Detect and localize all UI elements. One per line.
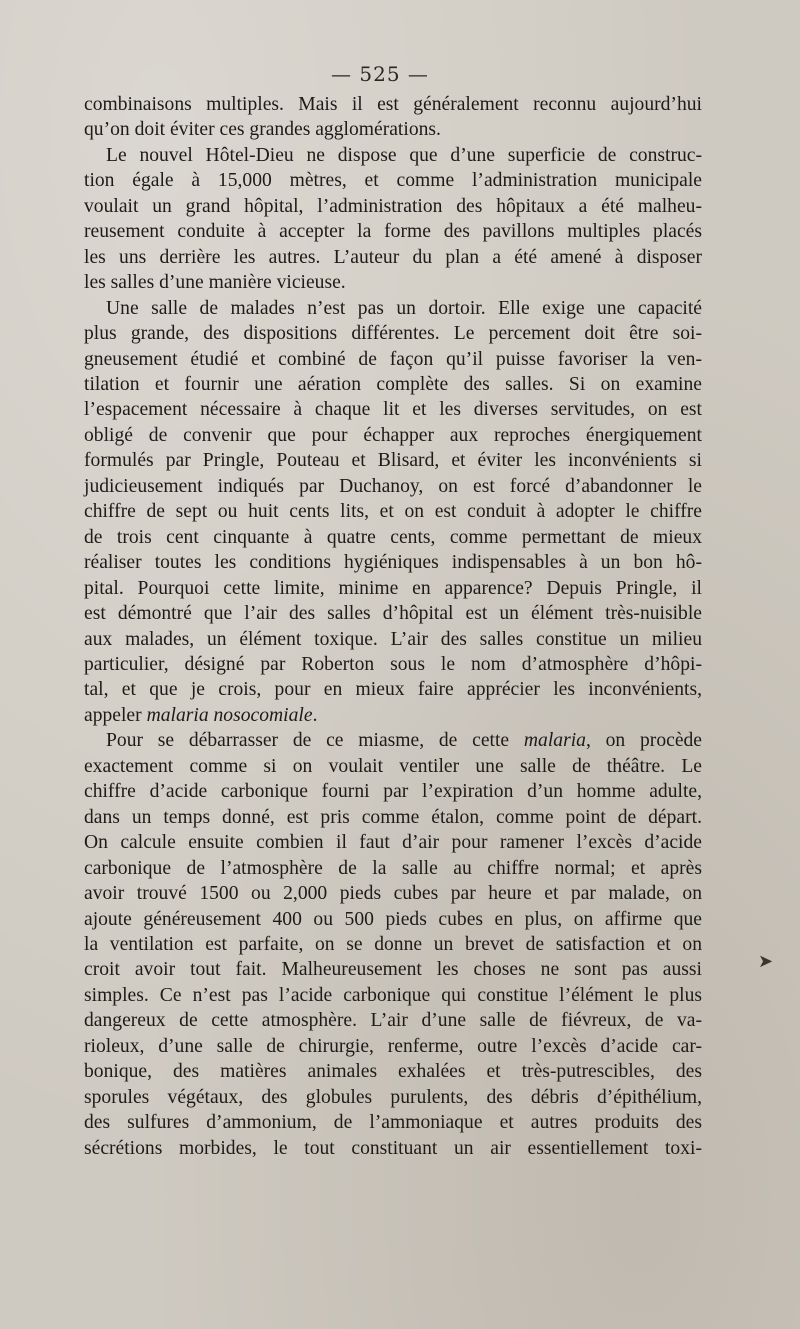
text-segment: Pour se débarrasser de ce miasme, de cette (106, 730, 524, 752)
text-line: chiffre d’acide carbonique fourni par l’expiration d’un homme adulte, (84, 781, 702, 803)
body-text (84, 92, 702, 1161)
text-line: obligé de convenir que pour échapper aux reproches énergiquement (84, 424, 702, 446)
margin-mark-icon: ➤ (758, 951, 774, 972)
text-line: dangereux de cette atmosphère. L’air d’une salle de fiévreux, de va- (84, 1010, 702, 1032)
text-line: rioleux, d’une salle de chirurgie, renferme, outre l’excès d’acide car- (84, 1035, 702, 1057)
text-line (84, 728, 702, 753)
text-line: avoir trouvé 1500 ou 2,000 pieds cubes par heure et par malade, on (84, 883, 702, 905)
text-line: l’espacement nécessaire à chaque lit et les diverses servitudes, on est (84, 399, 702, 421)
text-line: plus grande, des dispositions différentes. Le percement doit être soi- (84, 323, 702, 345)
italic-term: malaria nosocomiale (146, 704, 313, 726)
text-line: simples. Ce n’est pas l’acide carbonique qui constitue l’élément le plus (84, 984, 702, 1006)
text-line: de trois cent cinquante à quatre cents, comme permettant de mieux (84, 526, 702, 548)
paragraph-3 (84, 296, 702, 729)
text-line: les salles d’une manière vicieuse. (84, 272, 346, 294)
text-line: Le nouvel Hôtel-Dieu ne dispose que d’une superficie de construc- (106, 144, 702, 166)
italic-term: malaria (523, 730, 586, 752)
text-line: formulés par Pringle, Pouteau et Blisard, et éviter les inconvénients si (84, 450, 702, 472)
text-line: bonique, des matières animales exhalées et très-putrescibles, des (84, 1061, 702, 1083)
text-line: sporules végétaux, des globules purulents, des débris d’épithélium, (84, 1086, 702, 1108)
text-line: sécrétions morbides, le tout constituant un air essentiellement toxi- (84, 1137, 702, 1159)
paragraph-4 (84, 728, 702, 1161)
text-line: tion égale à 15,000 mètres, et comme l’administration municipale (84, 170, 702, 192)
text-line: croit avoir tout fait. Malheureusement les choses ne sont pas aussi (84, 959, 702, 981)
page-number: — 525 — (331, 62, 429, 86)
text-line: tal, et que je crois, pour en mieux faire apprécier les inconvénients, (84, 679, 702, 701)
text-line (84, 703, 702, 728)
paragraph-1 (84, 92, 702, 143)
text-line: est démontré que l’air des salles d’hôpital est un élément très-nuisible (84, 603, 702, 625)
text-line: gneusement étudié et combiné de façon qu’il puisse favoriser la ven- (84, 348, 702, 370)
text-line: reusement conduite à accepter la forme des pavillons multiples placés (84, 221, 702, 243)
paragraph-2 (84, 143, 702, 296)
text-line: exactement comme si on voulait ventiler une salle de théâtre. Le (84, 755, 702, 777)
text-line: ajoute généreusement 400 ou 500 pieds cubes en plus, on affirme que (84, 908, 702, 930)
text-line: voulait un grand hôpital, l’administration des hôpitaux a été malheu- (84, 195, 702, 217)
text-line: dans un temps donné, est pris comme étalon, comme point de départ. (84, 806, 702, 828)
text-line: tilation et fournir une aération complète des salles. Si on examine (84, 373, 702, 395)
text-segment: , on procède (585, 730, 703, 752)
text-line: chiffre de sept ou huit cents lits, et on est conduit à adopter le chiffre (84, 501, 702, 523)
text-line: la ventilation est parfaite, on se donne un brevet de satisfaction et on (84, 933, 702, 955)
text-line: combinaisons multiples. Mais il est généralement reconnu aujourd’hui (84, 94, 702, 115)
text-line: particulier, désigné par Roberton sous le nom d’atmosphère d’hôpi- (84, 653, 702, 675)
text-segment: appeler (84, 704, 147, 726)
text-line: pital. Pourquoi cette limite, minime en apparence? Depuis Pringle, il (84, 577, 702, 599)
text-line: Une salle de malades n’est pas un dortoir. Elle exige une capacité (106, 297, 702, 319)
text-line: les uns derrière les autres. L’auteur du plan a été amené à disposer (84, 246, 702, 268)
text-line: judicieusement indiqués par Duchanoy, on est forcé d’abandonner le (84, 475, 702, 497)
text-line: carbonique de l’atmosphère de la salle au chiffre normal; et après (84, 857, 702, 879)
text-line: des sulfures d’ammonium, de l’ammoniaque et autres produits des (84, 1112, 702, 1134)
text-line: réaliser toutes les conditions hygiéniques indispensables à un bon hô- (84, 552, 702, 574)
text-line: aux malades, un élément toxique. L’air des salles constitue un milieu (84, 628, 702, 650)
text-segment: . (312, 704, 318, 726)
text-line: On calcule ensuite combien il faut d’air pour ramener l’excès d’acide (84, 832, 702, 854)
text-line: qu’on doit éviter ces grandes agglomérations. (84, 119, 441, 141)
